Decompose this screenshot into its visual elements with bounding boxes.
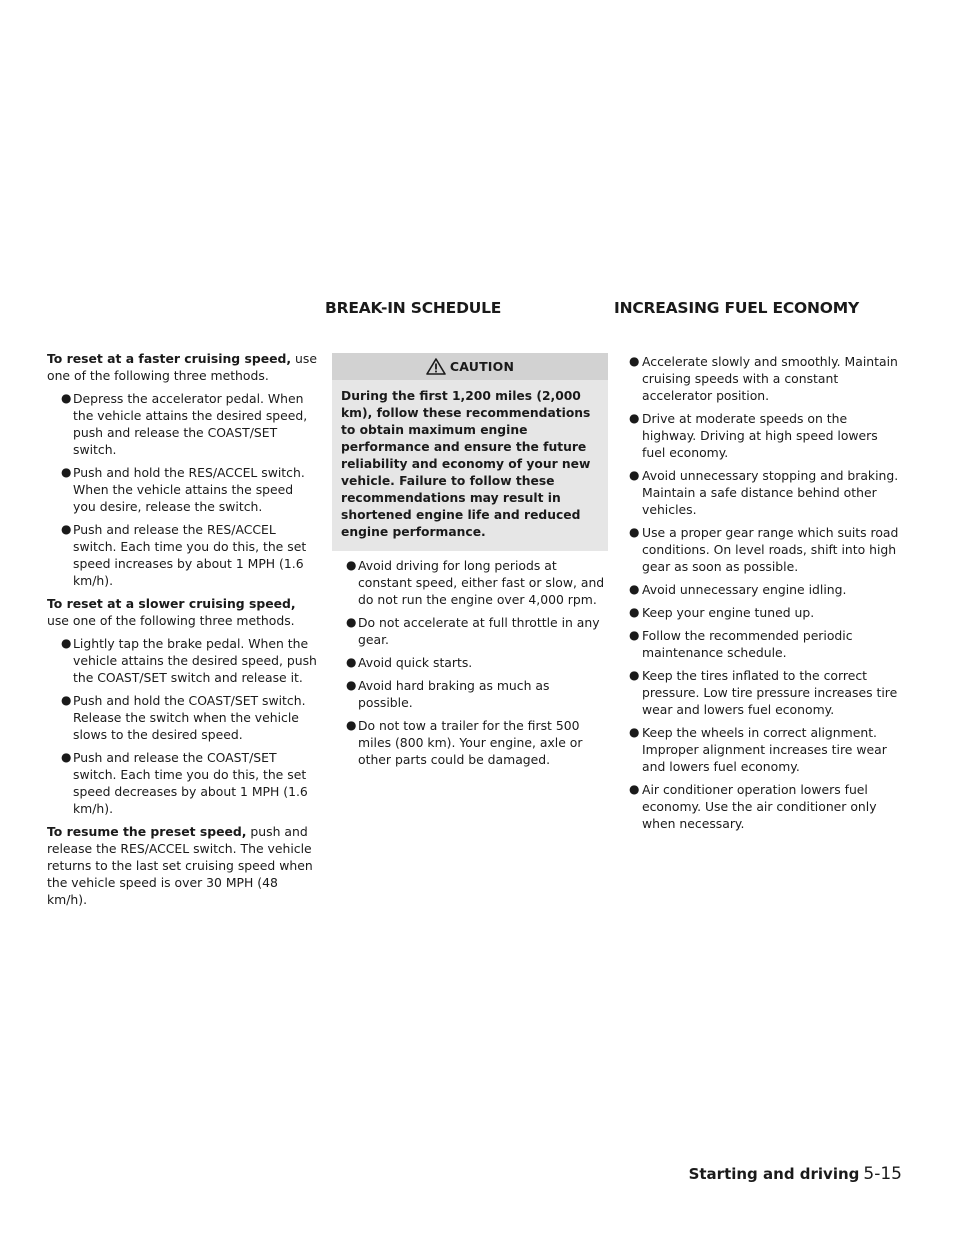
- list-item: ● Keep the tires inflated to the correct pressure. Low tire pressure increases tire wear and lowers fuel economy.: [629, 668, 898, 717]
- bullet-icon: ●: [346, 718, 357, 732]
- list-item: ● Keep your engine tuned up.: [629, 605, 815, 620]
- bullet-icon: ●: [61, 391, 72, 405]
- bullet-icon: ●: [61, 522, 72, 536]
- list-item: ● Accelerate slowly and smoothly. Maintain cruising speeds with a constant accelerator position.: [629, 354, 898, 403]
- list-item: ● Avoid quick starts.: [346, 655, 473, 670]
- middle-column: [332, 353, 608, 774]
- page-footer: [689, 1164, 902, 1184]
- bullet-icon: ●: [629, 725, 640, 739]
- slower-lead: To reset at a slower cruising speed,: [47, 596, 296, 611]
- page-number: 5-15: [863, 1164, 902, 1184]
- bullet-icon: ●: [346, 615, 357, 629]
- warning-icon: [426, 358, 446, 375]
- bullet-icon: ●: [61, 693, 72, 707]
- bullet-icon: ●: [346, 678, 357, 692]
- bullet-icon: ●: [346, 655, 357, 669]
- list-item: ● Follow the recommended periodic maintenance schedule.: [629, 628, 853, 660]
- faster-intro: use one of the following three methods.: [47, 351, 317, 383]
- bullet-icon: ●: [61, 636, 72, 650]
- list-item: ● Avoid unnecessary stopping and braking. Maintain a safe distance behind other vehicles.: [629, 468, 899, 517]
- faster-paragraph: [47, 350, 317, 384]
- heading-increasing-fuel-economy: INCREASING FUEL ECONOMY: [614, 299, 860, 317]
- faster-lead: To reset at a faster cruising speed,: [47, 351, 292, 366]
- caution-title: CAUTION: [449, 359, 515, 374]
- bullet-icon: ●: [629, 411, 640, 425]
- slower-intro: use one of the following three methods.: [47, 613, 295, 628]
- list-item: ● Do not tow a trailer for the first 500 miles (800 km). Your engine, axle or other parts could be damaged.: [346, 718, 583, 767]
- bullet-icon: ●: [61, 750, 72, 764]
- slower-paragraph: [47, 595, 317, 629]
- list-item: ● Avoid hard braking as much as possible.: [346, 678, 550, 710]
- heading-break-in-schedule: BREAK-IN SCHEDULE: [325, 299, 502, 317]
- list-item: ● Air conditioner operation lowers fuel economy. Use the air conditioner only when necessary.: [629, 782, 877, 831]
- bullet-icon: ●: [629, 628, 640, 642]
- list-item: ● Push and release the COAST/SET switch. Each time you do this, the set speed decreases by about 1 MPH (1.6 km/h).: [61, 750, 308, 816]
- bullet-icon: ●: [629, 782, 640, 796]
- bullet-icon: ●: [629, 582, 640, 596]
- bullet-icon: ●: [346, 558, 357, 572]
- caution-text: During the first 1,200 miles (2,000 km), follow these recommendations to obtain maximum engine performance and ensure the future reliability and economy of your new vehicle. Failure to follow these recommendations may result in shortened engine life and reduced engine performance.: [332, 380, 608, 551]
- caution-header: [332, 353, 608, 380]
- list-item: ● Push and release the RES/ACCEL switch. Each time you do this, the set speed increases by about 1 MPH (1.6 km/h).: [61, 522, 307, 588]
- list-item: ● Do not accelerate at full throttle in any gear.: [346, 615, 600, 647]
- list-item: ● Drive at moderate speeds on the highway. Driving at high speed lowers fuel economy.: [629, 411, 878, 460]
- list-item: ● Avoid driving for long periods at constant speed, either fast or slow, and do not run the engine over 4,000 rpm.: [346, 558, 605, 607]
- bullet-icon: ●: [629, 605, 640, 619]
- bullet-icon: ●: [629, 354, 640, 368]
- list-item: ● Keep the wheels in correct alignment. Improper alignment increases tire wear and lowers fuel economy.: [629, 725, 887, 774]
- list-item: ● Avoid unnecessary engine idling.: [629, 582, 847, 597]
- resume-lead: To resume the preset speed,: [47, 824, 247, 839]
- footer-section-title: Starting and driving: [688, 1165, 860, 1183]
- bullet-icon: ●: [629, 468, 640, 482]
- right-column: [629, 353, 904, 838]
- resume-text: push and release the RES/ACCEL switch. The vehicle returns to the last set cruising speed when the vehicle speed is over 30 MPH (48 km/h).: [47, 824, 313, 907]
- bullet-icon: ●: [629, 525, 640, 539]
- bullet-icon: ●: [629, 668, 640, 682]
- list-item: ● Depress the accelerator pedal. When the vehicle attains the desired speed, push and release the COAST/SET switch.: [61, 391, 308, 457]
- list-item: ● Use a proper gear range which suits road conditions. On level roads, shift into high gear as soon as possible.: [629, 525, 899, 574]
- bullet-icon: ●: [61, 465, 72, 479]
- list-item: ● Push and hold the RES/ACCEL switch. When the vehicle attains the speed you desire, release the switch.: [61, 465, 305, 514]
- left-column: [47, 350, 317, 914]
- resume-paragraph: [47, 823, 317, 908]
- list-item: ● Lightly tap the brake pedal. When the vehicle attains the desired speed, push the COAST/SET switch and release it.: [61, 636, 317, 685]
- list-item: ● Push and hold the COAST/SET switch. Release the switch when the vehicle slows to the desired speed.: [61, 693, 306, 742]
